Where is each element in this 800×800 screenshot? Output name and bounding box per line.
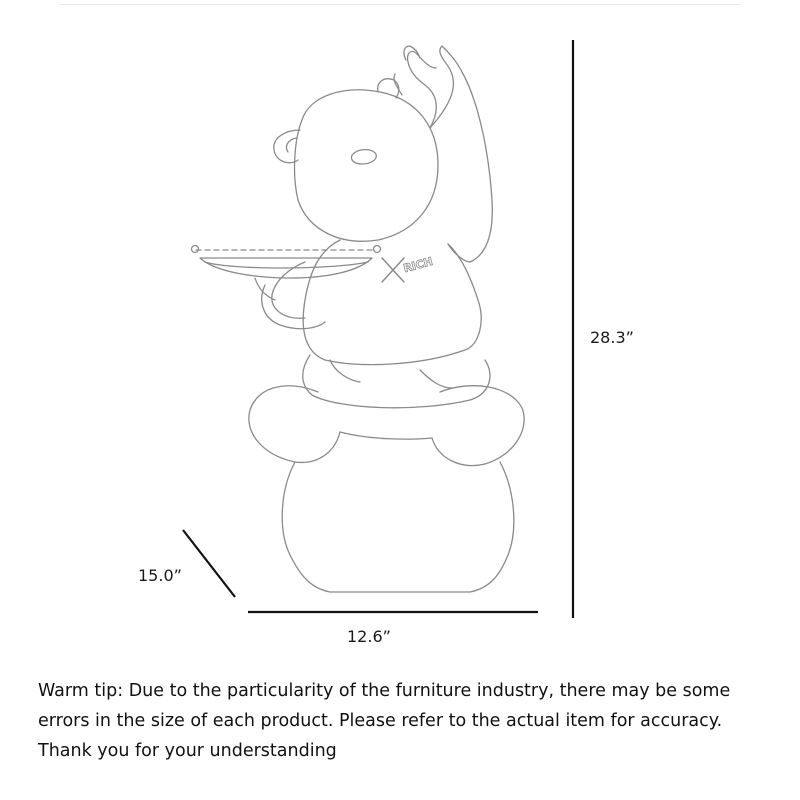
depth-dimension-line <box>183 530 235 597</box>
dimension-lines <box>183 40 573 618</box>
warm-tip-line: errors in the size of each product. Please refer to the actual item for accuracy. <box>38 711 723 731</box>
shirt-text: RICH <box>402 254 435 276</box>
shirt-logo <box>382 258 404 282</box>
warm-tip-line: Thank you for your understanding <box>38 741 337 761</box>
warm-tip-note <box>38 676 778 766</box>
depth-dimension-label: 15.0” <box>138 566 182 585</box>
height-dimension-label: 28.3” <box>590 328 634 347</box>
bear-tray-sketch <box>192 46 525 592</box>
warm-tip-line: Warm tip: Due to the particularity of the furniture industry, there may be some <box>38 681 731 701</box>
width-dimension-label: 12.6” <box>347 627 391 646</box>
shirt-x-mark <box>382 258 404 282</box>
